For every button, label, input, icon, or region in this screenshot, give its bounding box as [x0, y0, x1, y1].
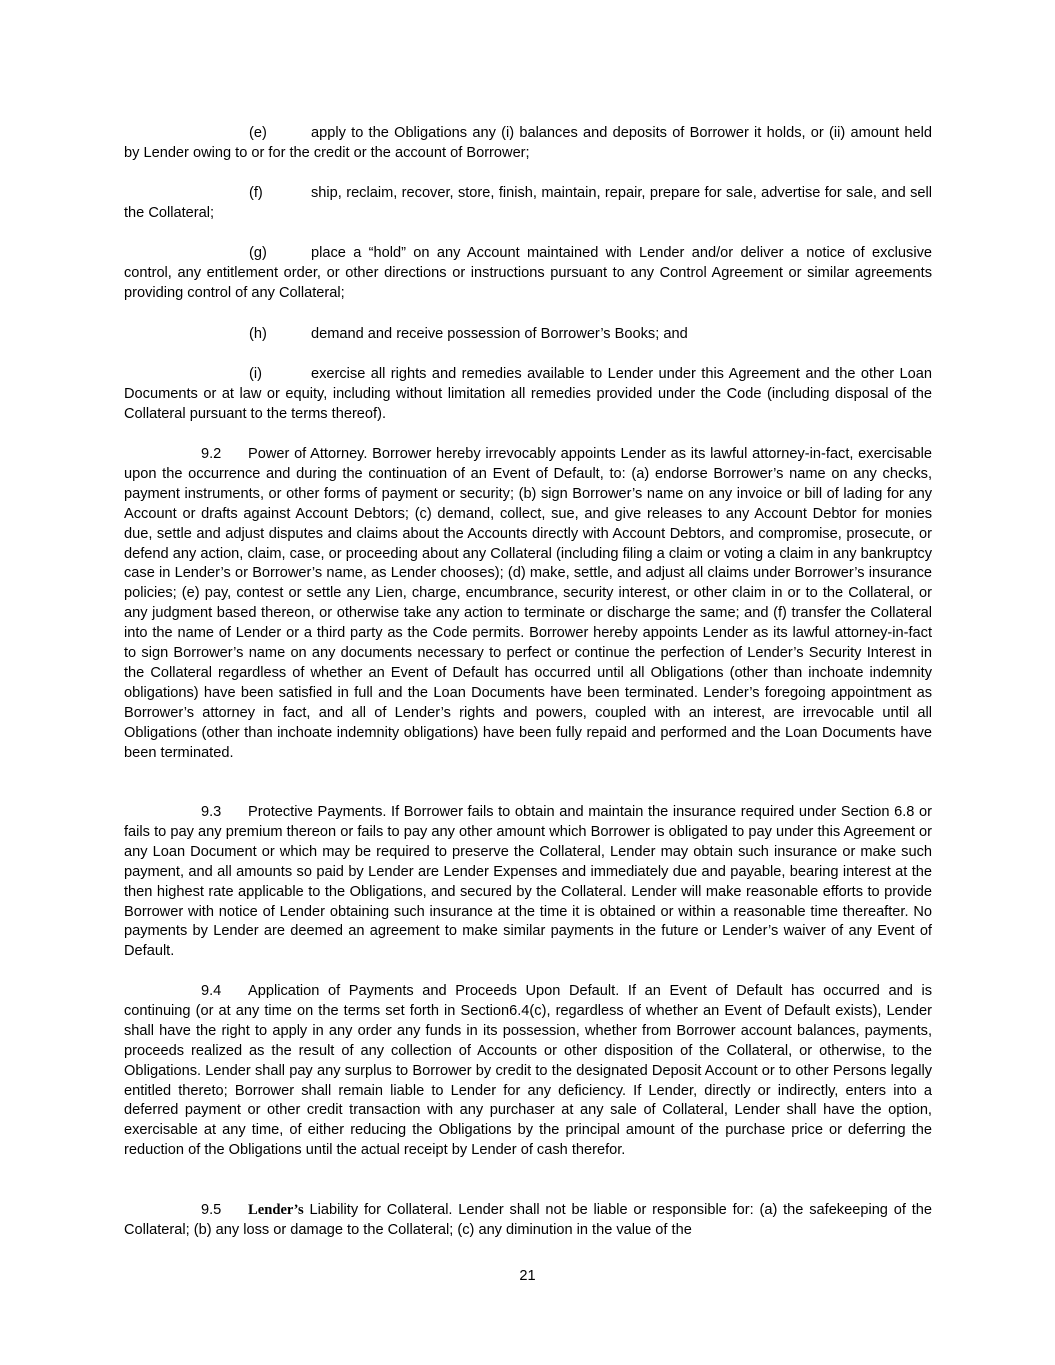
item-text: place a “hold” on any Account maintained with Lender and/or deliver a notice of exclusive control, any entitlement order, or other directions or instructions pursuant to any Control Agreement or similar agreements providing control of any Collateral; [124, 245, 932, 301]
section-text: Borrower hereby irrevocably appoints Lender as its lawful attorney-in-fact, exercisable upon the occurrence and during the continuation of an Event of Default, to: (a) endorse Borrower’s name on any checks, payment instruments, or other forms of payment or security; (b) sign Borrower’s name on any invoice or bill of lading for any Account or drafts against Account Debtors; (c) demand, collect, sue, and give releases to any Account Debtor for monies due, settle and adjust disputes and claims about the Accounts directly with Account Debtors, and compromise, prosecute, or defend any action, claim, case, or proceeding about any Collateral (including filing a claim or voting a claim in any bankruptcy case in Lender’s or Borrower’s name, as Lender chooses); (d) make, settle, and adjust all claims under Borrower’s insurance policies; (e) pay, contest or settle any Lien, charge, encumbrance, security interest, or other claim in or to the Collateral, or any judgment based thereon, or otherwise take any action to terminate or discharge the same; and (f) transfer the Collateral into the name of Lender or a third party as the Code permits. Borrower hereby appoints Lender as its lawful attorney-in-fact to sign Borrower’s name on any documents necessary to perfect or continue the perfection of Lender’s Security Interest in the Collateral regardless of whether an Event of Default has occurred until all Obligations (other than inchoate indemnity obligations) have been satisfied in full and the Loan Documents have been terminated. Lender’s foregoing appointment as Borrower’s attorney in fact, and all of Lender’s rights and powers, coupled with an interest, are irrevocable until all Obligations (other than inchoate indemnity obligations) have been fully repaid and performed and the Loan Documents have been terminated. [124, 446, 932, 761]
item-text: apply to the Obligations any (i) balances and deposits of Borrower it holds, or (ii) amount held by Lender owing to or for the credit or the account of Borrower; [124, 125, 932, 161]
page-number: 21 [519, 1268, 536, 1284]
item-e [124, 124, 932, 164]
section-number: 9.4 [201, 983, 222, 999]
item-i [124, 365, 932, 425]
item-text: exercise all rights and remedies available to Lender under this Agreement and the other Loan Documents or at law or equity, including without limitation all remedies provided under the Code (including disposal of the Collateral pursuant to the terms thereof). [124, 366, 932, 422]
section-title: Protective Payments. [248, 804, 387, 820]
section-text: If an Event of Default has occurred and is continuing (or at any time on the terms set forth in Section6.4(c), regardless of whether an Event of Default exists), Lender shall have the right to apply in any order any funds in its possession, whether from Borrower account balances, payments, proceeds realized as the result of any collection of Accounts or other disposition of the Collateral, or otherwise, to the Obligations. Lender shall pay any surplus to Borrower by credit to the designated Deposit Account or to other Persons legally entitled thereto; Borrower shall remain liable to Lender for any deficiency. If Lender, directly or indirectly, enters into a deferred payment or other credit transaction with any purchaser at any sale of Collateral, Lender shall have the option, exercisable at any time, of either reducing the Obligations by the principal amount of the purchase price or deferring the reduction of the Obligations until the actual receipt by Lender of cash therefor. [124, 983, 932, 1159]
section-title-bold: Lender’s [248, 1202, 304, 1218]
section-title: Application of Payments and Proceeds Upon Default. [248, 983, 620, 999]
item-f [124, 184, 932, 224]
section-number: 9.5 [201, 1202, 222, 1218]
section-title: Liability for Collateral. [303, 1202, 453, 1218]
section-text: If Borrower fails to obtain and maintain the insurance required under Section 6.8 or fails to pay any premium thereon or fails to pay any other amount which Borrower is obligated to pay under this Agreement or any Loan Document or which may be required to preserve the Collateral, Lender may obtain such insurance or make such payment, and all amounts so paid by Lender are Lender Expenses and immediately due and payable, bearing interest at the then highest rate applicable to the Obligations, and secured by the Collateral. Lender will make reasonable efforts to provide Borrower with notice of Lender obtaining such insurance at the time it is obtained or within a reasonable time thereafter. No payments by Lender are deemed an agreement to make similar payments in the future or Lender’s waiver of any Event of Default. [124, 804, 932, 960]
section-title: Power of Attorney. [248, 446, 368, 462]
section-9-4 [124, 982, 932, 1161]
section-text: Lender shall not be liable or responsible for: (a) the safekeeping of the Collateral; (b) any loss or damage to the Collateral; (c) any diminution in the value of the [124, 1202, 932, 1238]
item-text: ship, reclaim, recover, store, finish, maintain, repair, prepare for sale, advertise for sale, and sell the Collateral; [124, 185, 932, 221]
section-9-3 [124, 803, 932, 962]
item-h [124, 325, 932, 345]
section-number: 9.2 [201, 446, 222, 462]
item-label: (f) [249, 185, 263, 201]
section-9-5 [124, 1201, 932, 1241]
item-label: (e) [249, 125, 267, 141]
item-label: (g) [249, 245, 267, 261]
item-label: (h) [249, 326, 267, 342]
item-label: (i) [249, 366, 262, 382]
item-g [124, 244, 932, 304]
section-number: 9.3 [201, 804, 222, 820]
section-9-2 [124, 445, 932, 764]
item-text: demand and receive possession of Borrower’s Books; and [311, 326, 688, 342]
